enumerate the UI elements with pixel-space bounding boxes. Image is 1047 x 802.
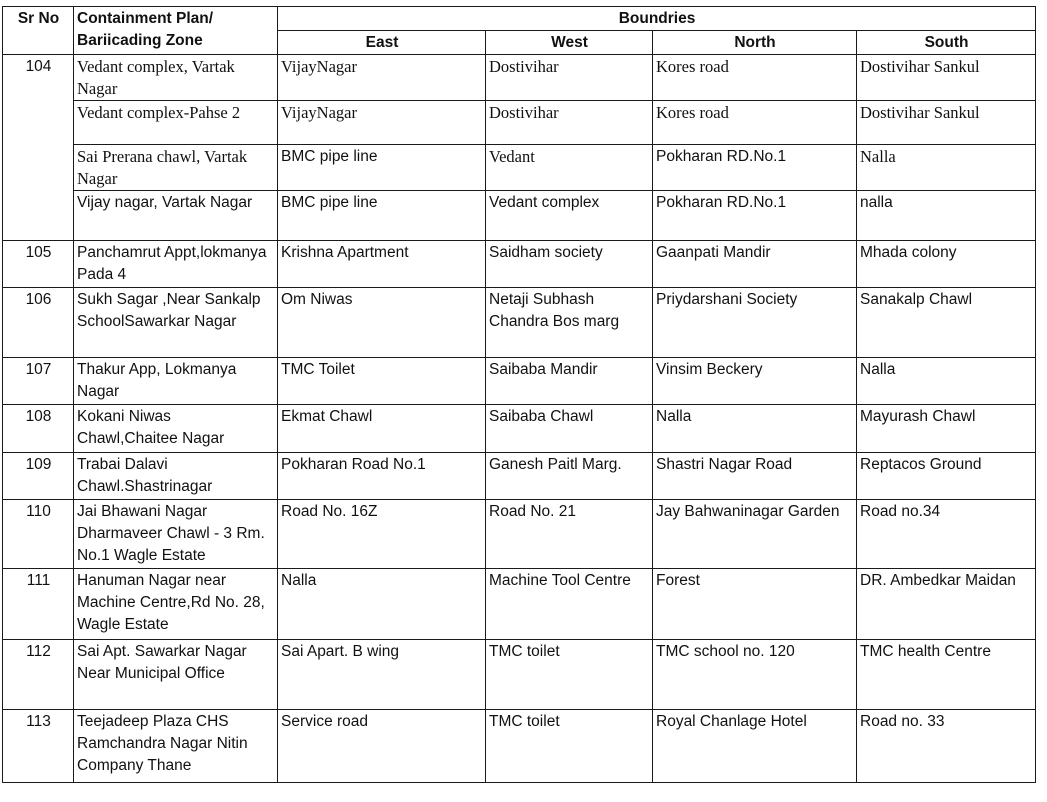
table-header bbox=[3, 7, 1036, 55]
zone-cell: Panchamrut Appt,lokmanya Pada 4 bbox=[74, 241, 278, 288]
west-cell: Netaji Subhash Chandra Bos marg bbox=[486, 288, 653, 358]
table-row bbox=[3, 640, 1036, 710]
zone-cell: Vedant complex, Vartak Nagar bbox=[74, 55, 278, 101]
west-cell: Ganesh Paitl Marg. bbox=[486, 453, 653, 500]
east-cell: Pokharan Road No.1 bbox=[278, 453, 486, 500]
table-row bbox=[3, 358, 1036, 405]
north-cell: Gaanpati Mandir bbox=[653, 241, 857, 288]
zone-cell: Kokani Niwas Chawl,Chaitee Nagar bbox=[74, 405, 278, 453]
sr-no-cell: 113 bbox=[3, 710, 74, 783]
east-cell: Krishna Apartment bbox=[278, 241, 486, 288]
south-cell: Road no. 33 bbox=[857, 710, 1036, 783]
sr-no-cell: 106 bbox=[3, 288, 74, 358]
south-cell: Nalla bbox=[857, 145, 1036, 191]
west-header: West bbox=[486, 31, 653, 55]
zone-cell: Jai Bhawani Nagar Dharmaveer Chawl - 3 Rm. No.1 Wagle Estate bbox=[74, 500, 278, 569]
east-header: East bbox=[278, 31, 486, 55]
table-row bbox=[3, 288, 1036, 358]
east-cell: Sai Apart. B wing bbox=[278, 640, 486, 710]
east-cell: Service road bbox=[278, 710, 486, 783]
south-cell: Road no.34 bbox=[857, 500, 1036, 569]
west-cell: Vedant complex bbox=[486, 191, 653, 241]
south-cell: TMC health Centre bbox=[857, 640, 1036, 710]
table-row bbox=[3, 453, 1036, 500]
north-header: North bbox=[653, 31, 857, 55]
sr-no-cell: 105 bbox=[3, 241, 74, 288]
south-cell: Nalla bbox=[857, 358, 1036, 405]
table-body bbox=[3, 55, 1036, 783]
east-cell: BMC pipe line bbox=[278, 191, 486, 241]
zone-cell: Thakur App, Lokmanya Nagar bbox=[74, 358, 278, 405]
west-cell: TMC toilet bbox=[486, 640, 653, 710]
east-cell: Road No. 16Z bbox=[278, 500, 486, 569]
zone-cell: Vijay nagar, Vartak Nagar bbox=[74, 191, 278, 241]
zone-cell: Trabai Dalavi Chawl.Shastrinagar bbox=[74, 453, 278, 500]
west-cell: Vedant bbox=[486, 145, 653, 191]
north-cell: Kores road bbox=[653, 55, 857, 101]
table-row bbox=[3, 145, 1036, 191]
sr-no-header: Sr No bbox=[3, 7, 74, 55]
east-cell: VijayNagar bbox=[278, 55, 486, 101]
table-row bbox=[3, 710, 1036, 783]
table-row bbox=[3, 101, 1036, 145]
containment-plan-header-line2: Bariicading Zone bbox=[77, 32, 203, 49]
containment-plan-header-line1: Containment Plan/ bbox=[77, 10, 214, 27]
south-header: South bbox=[857, 31, 1036, 55]
west-cell: Dostivihar bbox=[486, 101, 653, 145]
south-cell: Dostivihar Sankul bbox=[857, 101, 1036, 145]
zone-cell: Hanuman Nagar near Machine Centre,Rd No. 28, Wagle Estate bbox=[74, 569, 278, 640]
zone-cell: Sai Apt. Sawarkar Nagar Near Municipal Office bbox=[74, 640, 278, 710]
sr-no-cell: 111 bbox=[3, 569, 74, 640]
north-cell: Forest bbox=[653, 569, 857, 640]
west-cell: Saibaba Mandir bbox=[486, 358, 653, 405]
north-cell: Pokharan RD.No.1 bbox=[653, 145, 857, 191]
south-cell: Mhada colony bbox=[857, 241, 1036, 288]
header-row-top bbox=[3, 7, 1036, 31]
table-row bbox=[3, 191, 1036, 241]
table-row bbox=[3, 569, 1036, 640]
east-cell: BMC pipe line bbox=[278, 145, 486, 191]
table-row bbox=[3, 55, 1036, 101]
sr-no-cell: 112 bbox=[3, 640, 74, 710]
south-cell: Sanakalp Chawl bbox=[857, 288, 1036, 358]
west-cell: Road No. 21 bbox=[486, 500, 653, 569]
north-cell: Kores road bbox=[653, 101, 857, 145]
sr-no-cell: 109 bbox=[3, 453, 74, 500]
zone-cell: Vedant complex-Pahse 2 bbox=[74, 101, 278, 145]
north-cell: Priydarshani Society bbox=[653, 288, 857, 358]
east-cell: VijayNagar bbox=[278, 101, 486, 145]
zone-cell: Sai Prerana chawl, Vartak Nagar bbox=[74, 145, 278, 191]
west-cell: Saibaba Chawl bbox=[486, 405, 653, 453]
east-cell: TMC Toilet bbox=[278, 358, 486, 405]
table-row bbox=[3, 500, 1036, 569]
north-cell: Nalla bbox=[653, 405, 857, 453]
west-cell: Machine Tool Centre bbox=[486, 569, 653, 640]
south-cell: Mayurash Chawl bbox=[857, 405, 1036, 453]
zone-cell: Teejadeep Plaza CHS Ramchandra Nagar Nitin Company Thane bbox=[74, 710, 278, 783]
boundaries-header: Boundries bbox=[278, 7, 1036, 31]
north-cell: TMC school no. 120 bbox=[653, 640, 857, 710]
west-cell: Saidham society bbox=[486, 241, 653, 288]
north-cell: Royal Chanlage Hotel bbox=[653, 710, 857, 783]
south-cell: Reptacos Ground bbox=[857, 453, 1036, 500]
sr-no-cell: 107 bbox=[3, 358, 74, 405]
south-cell: nalla bbox=[857, 191, 1036, 241]
north-cell: Pokharan RD.No.1 bbox=[653, 191, 857, 241]
south-cell: DR. Ambedkar Maidan bbox=[857, 569, 1036, 640]
west-cell: TMC toilet bbox=[486, 710, 653, 783]
sr-no-cell: 104 bbox=[3, 55, 74, 241]
table-row bbox=[3, 241, 1036, 288]
west-cell: Dostivihar bbox=[486, 55, 653, 101]
north-cell: Jay Bahwaninagar Garden bbox=[653, 500, 857, 569]
containment-zones-table bbox=[2, 6, 1036, 783]
table-row bbox=[3, 405, 1036, 453]
sr-no-cell: 108 bbox=[3, 405, 74, 453]
east-cell: Nalla bbox=[278, 569, 486, 640]
east-cell: Om Niwas bbox=[278, 288, 486, 358]
sr-no-cell: 110 bbox=[3, 500, 74, 569]
north-cell: Shastri Nagar Road bbox=[653, 453, 857, 500]
zone-cell: Sukh Sagar ,Near Sankalp SchoolSawarkar Nagar bbox=[74, 288, 278, 358]
east-cell: Ekmat Chawl bbox=[278, 405, 486, 453]
containment-zone-document bbox=[2, 6, 1036, 783]
north-cell: Vinsim Beckery bbox=[653, 358, 857, 405]
south-cell: Dostivihar Sankul bbox=[857, 55, 1036, 101]
containment-plan-header bbox=[74, 7, 278, 55]
